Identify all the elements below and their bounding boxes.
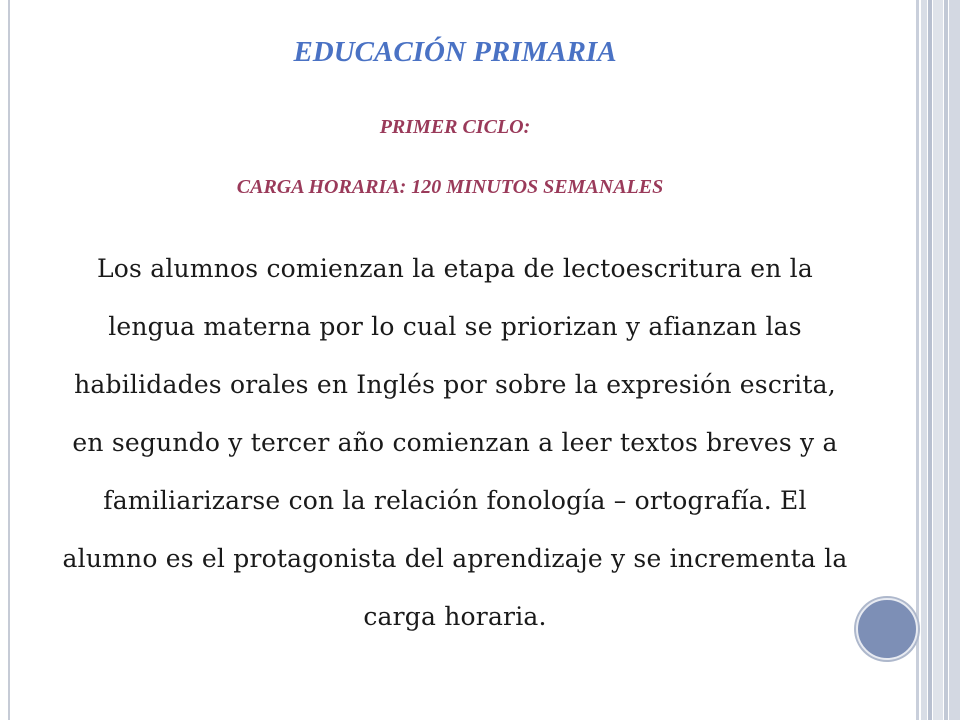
body-paragraph: Los alumnos comienzan la etapa de lectoescritura en la lengua materna por lo cual se priorizan y afianzan las habilidades orales en Inglés por sobre la expresión escrita, en segundo y tercer año comienzan a leer textos breves y a familiarizarse con la relación fonología – ortografía. El alumno es el protagonista del aprendizaje y se incrementa la carga horaria. [62, 254, 848, 631]
schedule-line: CARGA HORARIA: 120 MINUTOS SEMANALES [236, 176, 664, 198]
slide-subtitle: PRIMER CICLO: [379, 116, 531, 138]
deco-stripe [933, 0, 943, 720]
right-decoration [916, 0, 960, 720]
slide-title: EDUCACIÓN PRIMARIA [293, 36, 617, 68]
left-border [0, 0, 10, 720]
deco-stripe [944, 0, 948, 720]
deco-stripe [949, 0, 960, 720]
deco-stripe [928, 0, 932, 720]
decorative-circle-icon [856, 598, 918, 660]
deco-stripe [921, 0, 927, 720]
deco-stripe [916, 0, 919, 720]
